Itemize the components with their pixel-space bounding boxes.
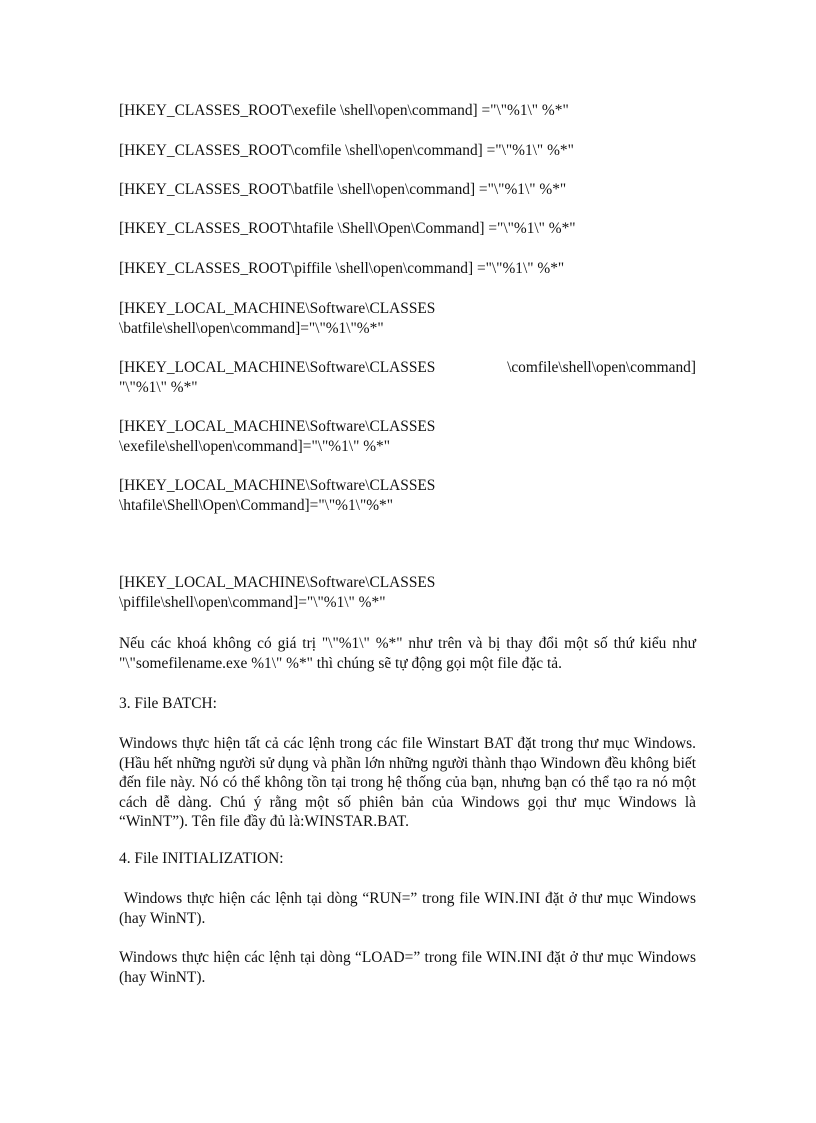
registry-line-exefile: [HKEY_CLASSES_ROOT\exefile \shell\open\command] ="\"%1\" %*" xyxy=(119,102,569,119)
section-init-run-paragraph: Windows thực hiện các lệnh tại dòng “RUN=” trong file WIN.INI đặt ở thư mục Windows (hay WinNT). xyxy=(119,890,700,927)
hklm-key-path: [HKEY_LOCAL_MACHINE\Software\CLASSES xyxy=(119,574,436,591)
hklm-command-value: \batfile\shell\open\command]="\"%1\"%*" xyxy=(119,319,384,337)
hklm-command-value: \piffile\shell\open\command]="\"%1\" %*" xyxy=(119,593,386,611)
hklm-command-value: \exefile\shell\open\command]="\"%1\" %*" xyxy=(119,437,391,455)
hklm-key-path: [HKEY_LOCAL_MACHINE\Software\CLASSES xyxy=(119,359,436,376)
section-init-heading: 4. File INITIALIZATION: xyxy=(119,850,284,867)
section-batch-heading: 3. File BATCH: xyxy=(119,695,217,712)
hklm-key-line xyxy=(119,358,696,378)
section-init-load-paragraph: Windows thực hiện các lệnh tại dòng “LOAD=” trong file WIN.INI đặt ở thư mục Windows (hay WinNT). xyxy=(119,949,696,986)
hklm-key-path: [HKEY_LOCAL_MACHINE\Software\CLASSES xyxy=(119,477,436,494)
note-paragraph: Nếu các khoá không có giá trị "\"%1\" %*" như trên và bị thay đổi một số thứ kiểu như "\"somefilename.exe %1\" %*" thì chúng sẽ tự động gọi một file đặc tả. xyxy=(119,635,696,672)
hklm-command-value: \htafile\Shell\Open\Command]="\"%1\"%*" xyxy=(119,496,394,514)
hklm-entry-htafile xyxy=(119,476,696,515)
registry-line-htafile: [HKEY_CLASSES_ROOT\htafile \Shell\Open\Command] ="\"%1\" %*" xyxy=(119,220,576,237)
registry-line-piffile: [HKEY_CLASSES_ROOT\piffile \shell\open\command] ="\"%1\" %*" xyxy=(119,260,565,277)
hklm-entry-comfile xyxy=(119,358,696,397)
registry-line-batfile: [HKEY_CLASSES_ROOT\batfile \shell\open\command] ="\"%1\" %*" xyxy=(119,181,567,198)
hklm-entry-exefile xyxy=(119,417,696,456)
hklm-key-subpath: \comfile\shell\open\command] xyxy=(507,359,696,376)
hklm-command-value: "\"%1\" %*" xyxy=(119,378,198,396)
hklm-entry-piffile xyxy=(119,573,696,612)
registry-line-comfile: [HKEY_CLASSES_ROOT\comfile \shell\open\command] ="\"%1\" %*" xyxy=(119,142,574,159)
hklm-key-path: [HKEY_LOCAL_MACHINE\Software\CLASSES xyxy=(119,418,436,435)
hklm-key-path: [HKEY_LOCAL_MACHINE\Software\CLASSES xyxy=(119,300,436,317)
section-batch-body: Windows thực hiện tất cả các lệnh trong các file Winstart BAT đặt trong thư mục Windows. (Hầu hết những người sử dụng và phần lớn những người thành thạo Windown đều không biết đến file này. Nó có thể không tồn tại trong hệ thống của bạn, nhưng bạn có thể tạo ra nó một cách dễ dàng. Chú ý rằng một số phiên bản của Windows gọi thư mục Windows là “WinNT”). Tên file đầy đủ là:WINSTAR.BAT. xyxy=(119,735,696,830)
hklm-entry-batfile xyxy=(119,299,696,338)
